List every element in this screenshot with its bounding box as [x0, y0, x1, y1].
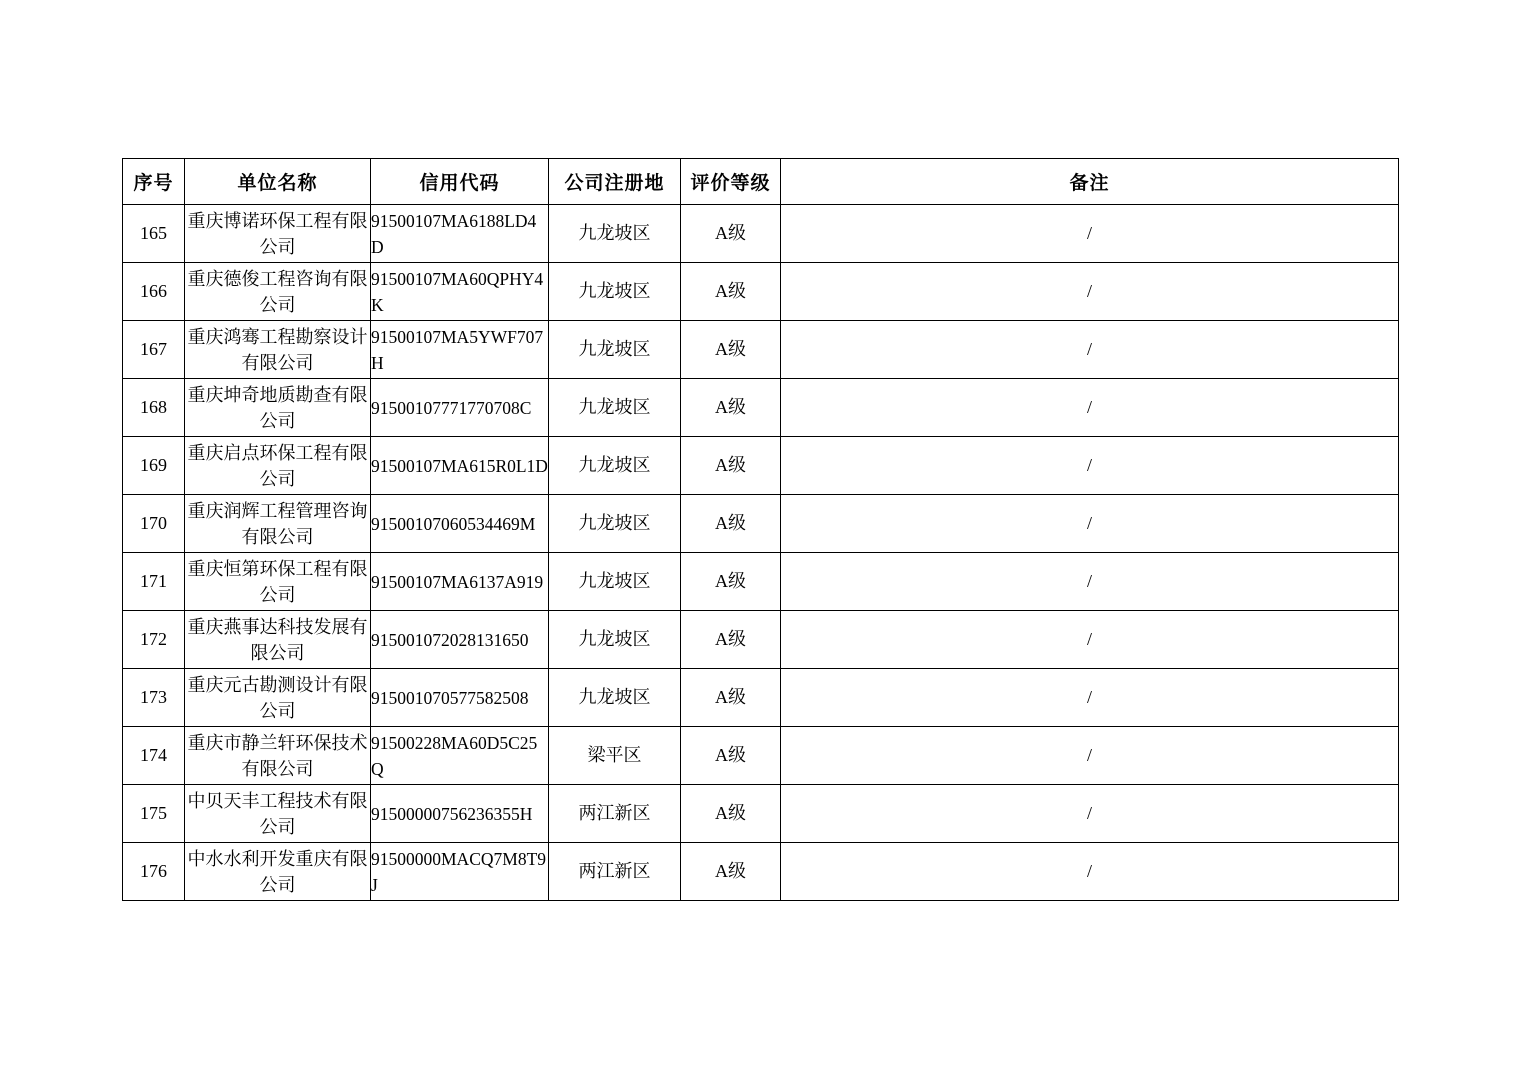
cell-credit-code	[371, 843, 549, 901]
table-header	[123, 159, 1399, 205]
table-row	[123, 263, 1399, 321]
table-row	[123, 611, 1399, 669]
column-header-index: 序号	[123, 159, 185, 205]
column-header-region: 公司注册地	[549, 159, 681, 205]
column-header-level: 评价等级	[681, 159, 781, 205]
cell-note: /	[781, 437, 1399, 495]
cell-note: /	[781, 611, 1399, 669]
credit-code-text: 91500000MACQ7M8T9J	[371, 848, 547, 895]
cell-company-name: 中贝天丰工程技术有限公司	[185, 785, 371, 843]
table-row	[123, 785, 1399, 843]
cell-company-name: 重庆市静兰轩环保技术有限公司	[185, 727, 371, 785]
cell-evaluation-level: A级	[681, 263, 781, 321]
cell-index: 169	[123, 437, 185, 495]
cell-credit-code	[371, 263, 549, 321]
table-row	[123, 321, 1399, 379]
credit-code-text: 91500107771770708C	[371, 397, 532, 418]
cell-note: /	[781, 379, 1399, 437]
credit-code-text: 91500107MA615R0L1D	[371, 455, 548, 476]
credit-code-text: 91500107060534469M	[371, 513, 536, 534]
cell-registration-region: 梁平区	[549, 727, 681, 785]
table-row	[123, 553, 1399, 611]
cell-evaluation-level: A级	[681, 321, 781, 379]
cell-index: 173	[123, 669, 185, 727]
cell-index: 171	[123, 553, 185, 611]
company-evaluation-table	[122, 158, 1399, 901]
cell-registration-region: 九龙坡区	[549, 379, 681, 437]
cell-evaluation-level: A级	[681, 379, 781, 437]
cell-company-name: 重庆元古勘测设计有限公司	[185, 669, 371, 727]
cell-evaluation-level: A级	[681, 205, 781, 263]
cell-evaluation-level: A级	[681, 611, 781, 669]
credit-code-text: 91500107MA6188LD4D	[371, 210, 537, 257]
cell-note: /	[781, 553, 1399, 611]
cell-registration-region: 两江新区	[549, 843, 681, 901]
credit-code-text: 91500107MA6137A919	[371, 571, 544, 592]
cell-credit-code	[371, 553, 549, 611]
cell-company-name: 重庆博诺环保工程有限公司	[185, 205, 371, 263]
cell-credit-code	[371, 495, 549, 553]
company-evaluation-table-container	[122, 158, 1398, 901]
cell-company-name: 重庆恒第环保工程有限公司	[185, 553, 371, 611]
cell-note: /	[781, 669, 1399, 727]
cell-note: /	[781, 727, 1399, 785]
cell-index: 176	[123, 843, 185, 901]
credit-code-text: 915001072028131650	[371, 629, 529, 650]
credit-code-text: 91500000756236355H	[371, 803, 533, 824]
cell-note: /	[781, 263, 1399, 321]
cell-note: /	[781, 321, 1399, 379]
cell-evaluation-level: A级	[681, 785, 781, 843]
cell-index: 170	[123, 495, 185, 553]
cell-registration-region: 九龙坡区	[549, 553, 681, 611]
cell-note: /	[781, 785, 1399, 843]
credit-code-text: 91500107MA5YWF707H	[371, 326, 544, 373]
cell-registration-region: 九龙坡区	[549, 205, 681, 263]
cell-registration-region: 九龙坡区	[549, 495, 681, 553]
cell-credit-code	[371, 437, 549, 495]
cell-credit-code	[371, 611, 549, 669]
column-header-note: 备注	[781, 159, 1399, 205]
cell-registration-region: 两江新区	[549, 785, 681, 843]
table-row	[123, 843, 1399, 901]
table-row	[123, 727, 1399, 785]
cell-evaluation-level: A级	[681, 727, 781, 785]
cell-evaluation-level: A级	[681, 843, 781, 901]
cell-company-name: 重庆燕事达科技发展有限公司	[185, 611, 371, 669]
cell-evaluation-level: A级	[681, 495, 781, 553]
cell-credit-code	[371, 785, 549, 843]
table-row	[123, 205, 1399, 263]
cell-index: 166	[123, 263, 185, 321]
cell-registration-region: 九龙坡区	[549, 321, 681, 379]
cell-company-name: 重庆润辉工程管理咨询有限公司	[185, 495, 371, 553]
cell-credit-code	[371, 727, 549, 785]
cell-index: 174	[123, 727, 185, 785]
cell-credit-code	[371, 379, 549, 437]
cell-registration-region: 九龙坡区	[549, 263, 681, 321]
cell-company-name: 重庆鸿骞工程勘察设计有限公司	[185, 321, 371, 379]
cell-note: /	[781, 205, 1399, 263]
cell-index: 165	[123, 205, 185, 263]
cell-company-name: 重庆坤奇地质勘查有限公司	[185, 379, 371, 437]
column-header-code: 信用代码	[371, 159, 549, 205]
cell-registration-region: 九龙坡区	[549, 611, 681, 669]
cell-index: 175	[123, 785, 185, 843]
cell-company-name: 重庆德俊工程咨询有限公司	[185, 263, 371, 321]
cell-credit-code	[371, 669, 549, 727]
table-row	[123, 437, 1399, 495]
credit-code-text: 91500107MA60QPHY4K	[371, 268, 544, 315]
table-body	[123, 205, 1399, 901]
cell-credit-code	[371, 205, 549, 263]
cell-evaluation-level: A级	[681, 553, 781, 611]
table-row	[123, 669, 1399, 727]
cell-index: 167	[123, 321, 185, 379]
cell-credit-code	[371, 321, 549, 379]
cell-index: 172	[123, 611, 185, 669]
credit-code-text: 915001070577582508	[371, 687, 529, 708]
cell-company-name: 中水水利开发重庆有限公司	[185, 843, 371, 901]
cell-registration-region: 九龙坡区	[549, 437, 681, 495]
table-row	[123, 495, 1399, 553]
cell-registration-region: 九龙坡区	[549, 669, 681, 727]
column-header-name: 单位名称	[185, 159, 371, 205]
cell-company-name: 重庆启点环保工程有限公司	[185, 437, 371, 495]
table-row	[123, 379, 1399, 437]
cell-evaluation-level: A级	[681, 437, 781, 495]
table-header-row	[123, 159, 1399, 205]
cell-index: 168	[123, 379, 185, 437]
cell-note: /	[781, 495, 1399, 553]
cell-evaluation-level: A级	[681, 669, 781, 727]
cell-note: /	[781, 843, 1399, 901]
credit-code-text: 91500228MA60D5C25Q	[371, 732, 538, 779]
